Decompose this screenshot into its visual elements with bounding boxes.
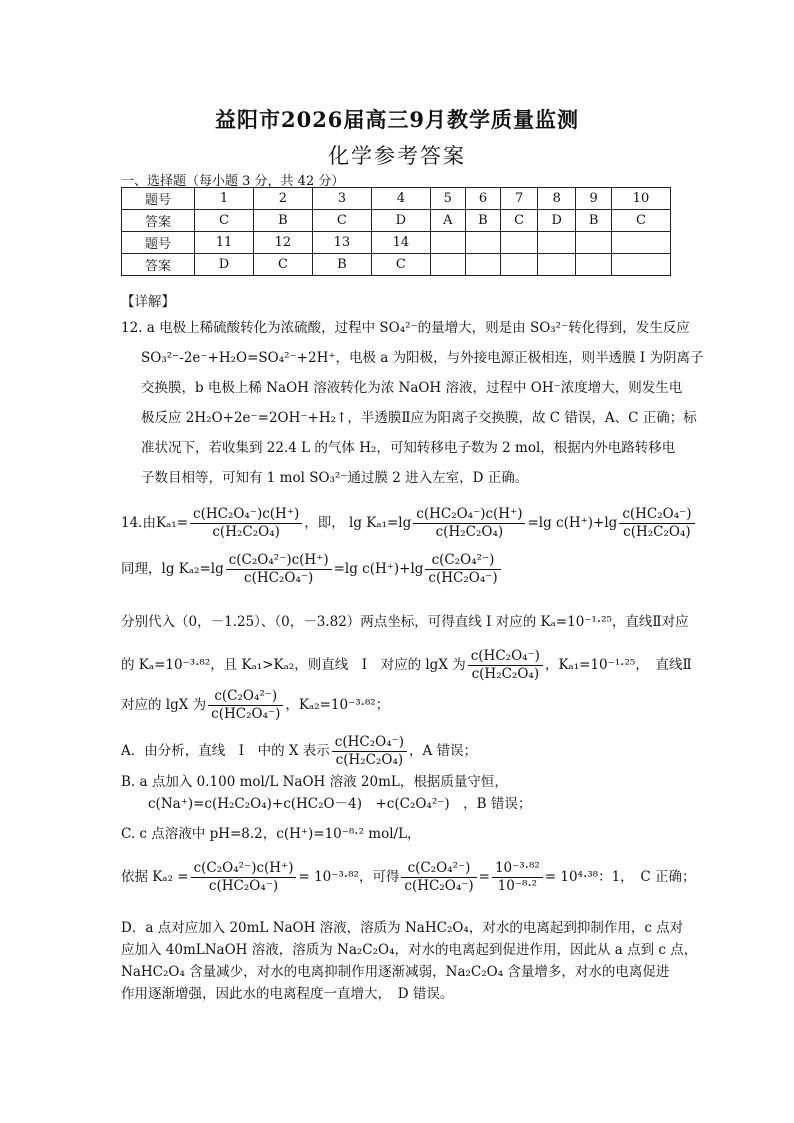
denominator: c(HC₂O₄⁻) <box>208 878 279 894</box>
text: = 10⁴·³⁸：1， C 正确； <box>544 869 696 885</box>
section-heading: 一、选择题（每小题 3 分，共 42 分） <box>121 174 345 189</box>
cell <box>465 232 500 254</box>
cell: C <box>312 210 371 232</box>
cell <box>430 254 465 276</box>
row-label: 题号 <box>122 232 195 254</box>
denominator: c(H₂C₂O₄) <box>335 752 404 768</box>
fraction <box>425 552 500 587</box>
q12-line: SO₃²⁻-2e⁻+H₂O=SO₄²⁻+2H⁺，电极 a 为阳极，与外接电源正极相连，则半透膜 I 为阴离子 <box>141 350 704 366</box>
fraction <box>401 860 476 895</box>
cell <box>465 254 500 276</box>
cell: 8 <box>538 188 576 210</box>
option-a <box>121 734 477 769</box>
fraction <box>468 648 543 683</box>
option-c-line2 <box>121 860 696 895</box>
numerator: c(HC₂O₄⁻) <box>332 734 407 752</box>
cell: D <box>538 210 576 232</box>
formula: lg Kₐ₁=lg <box>349 515 412 531</box>
numerator: c(C₂O₄²⁻) <box>401 860 476 878</box>
numerator: c(C₂O₄²⁻) <box>208 688 283 706</box>
denominator: c(HC₂O₄⁻) <box>428 570 498 586</box>
table-row <box>122 188 671 210</box>
text: ，A 错误； <box>409 743 478 759</box>
text: 依据 Kₐ₂ = <box>121 869 189 885</box>
option-d-line: 应加入 40mLNaOH 溶液，溶质为 Na₂C₂O₄，对水的电离起到促进作用，因此从 a 点到 c 点， <box>121 942 698 958</box>
cell: 14 <box>371 232 430 254</box>
text: ，即， <box>304 515 345 531</box>
q12-line: 12. a 电极上稀硫酸转化为浓硫酸，过程中 SO₄²⁻的量增大，则是由 SO₃²⁻转化得到，发生反应 <box>121 320 690 336</box>
option-c-line1: C. c 点溶液中 pH=8.2，c(H⁺)=10⁻⁸·² mol/L， <box>121 826 421 842</box>
cell: 10 <box>611 188 670 210</box>
cell: B <box>465 210 500 232</box>
numerator: c(C₂O₄²⁻) <box>425 552 500 570</box>
fraction <box>619 506 694 541</box>
denominator: c(H₂C₂O₄) <box>471 666 540 682</box>
fraction <box>332 734 407 769</box>
row-label: 答案 <box>122 210 195 232</box>
cell: B <box>576 210 611 232</box>
option-d-line: NaHC₂O₄ 含量减少，对水的电离抑制作用逐渐减弱，Na₂C₂O₄ 含量增多，对水的电离促进 <box>121 964 670 980</box>
fraction <box>208 688 283 723</box>
formula: Kₐ₁= <box>155 515 189 531</box>
denominator: 10⁻⁸·² <box>497 878 538 894</box>
cell <box>538 232 576 254</box>
formula: =lg c(H⁺)+lg <box>333 561 424 577</box>
cell: 7 <box>501 188 538 210</box>
table-row <box>122 232 671 254</box>
cell <box>430 232 465 254</box>
detail-heading: 【详解】 <box>121 294 175 310</box>
numerator: c(HC₂O₄⁻)c(H⁺) <box>190 506 302 524</box>
numerator: c(C₂O₄²⁻)c(H⁺) <box>226 552 332 570</box>
cell: 13 <box>312 232 371 254</box>
cell: 9 <box>576 188 611 210</box>
q12-line: 交换膜，b 电极上稀 NaOH 溶液转化为浓 NaOH 溶液，过程中 OH⁻浓度增大，则发生电 <box>141 380 683 396</box>
text: A．由分析，直线 I 中的 X 表示 <box>121 743 330 759</box>
numerator: 10⁻³·⁸² <box>492 860 543 878</box>
denominator: c(H₂C₂O₄) <box>435 524 504 540</box>
text: 的 Kₐ=10⁻³·⁸²，且 Kₐ₁>Kₐ₂，则直线 I 对应的 lgX 为 <box>121 657 466 673</box>
cell <box>576 254 611 276</box>
q14-line1 <box>121 506 697 541</box>
denominator: c(H₂C₂O₄) <box>212 524 280 540</box>
denominator: c(H₂C₂O₄) <box>623 524 691 540</box>
cell: 12 <box>253 232 312 254</box>
option-b-line1: B. a 点加入 0.100 mol/L NaOH 溶液 20mL，根据质量守恒， <box>121 774 508 790</box>
q12-line: 极反应 2H₂O+2e⁻=2OH⁻+H₂↑，半透膜Ⅱ应为阳离子交换膜，故 C 错误，A、C 正确；标 <box>141 410 697 426</box>
cell: 6 <box>465 188 500 210</box>
option-d-line: 作用逐渐增强，因此水的电离程度一直增大， D 错误。 <box>121 986 454 1002</box>
text: = 10⁻³·⁸²，可得 <box>298 869 400 885</box>
row-label: 答案 <box>122 254 195 276</box>
cell: B <box>312 254 371 276</box>
answer-table <box>121 187 671 276</box>
q12-line: 准状况下，若收集到 22.4 L 的气体 H₂，可知转移电子数为 2 mol，根据内外电路转移电 <box>141 440 676 456</box>
cell: C <box>253 254 312 276</box>
cell: 3 <box>312 188 371 210</box>
cell: B <box>253 210 312 232</box>
table-row <box>122 210 671 232</box>
page-subtitle: 化学参考答案 <box>328 144 466 168</box>
cell: A <box>430 210 465 232</box>
q14-line4 <box>121 648 692 683</box>
page-title: 益阳市2026届高三9月教学质量监测 <box>214 107 580 132</box>
text: 14.由 <box>121 515 156 531</box>
numerator: c(HC₂O₄⁻) <box>619 506 694 524</box>
fraction <box>413 506 525 541</box>
denominator: c(HC₂O₄⁻) <box>404 878 474 894</box>
fraction <box>191 860 297 895</box>
cell <box>501 232 538 254</box>
cell <box>501 254 538 276</box>
cell: C <box>501 210 538 232</box>
q14-line3: 分别代入（0，－1.25）、（0，－3.82）两点坐标，可得直线 I 对应的 Kₐ=10⁻¹·²⁵，直线Ⅱ对应 <box>121 614 689 630</box>
cell: D <box>195 254 254 276</box>
formula: lg Kₐ₂=lg <box>161 561 224 577</box>
option-b-line2: c(Na⁺)=c(H₂C₂O₄)+c(HC₂O－4) +c(C₂O₄²⁻) ，B 错误； <box>148 796 532 812</box>
cell: 2 <box>253 188 312 210</box>
numerator: c(HC₂O₄⁻) <box>468 648 543 666</box>
cell: C <box>611 210 670 232</box>
q14-line5 <box>121 688 389 723</box>
cell <box>611 254 670 276</box>
numerator: c(HC₂O₄⁻)c(H⁺) <box>413 506 525 524</box>
denominator: c(HC₂O₄⁻) <box>244 570 314 586</box>
q12-line: 子数目相等，可知有 1 mol SO₃²⁻通过膜 2 进入左室，D 正确。 <box>141 470 529 486</box>
cell <box>576 232 611 254</box>
cell: 4 <box>371 188 430 210</box>
q14-line2 <box>121 552 503 587</box>
row-label: 题号 <box>122 188 195 210</box>
cell: 5 <box>430 188 465 210</box>
option-d-line: D．a 点对应加入 20mL NaOH 溶液，溶质为 NaHC₂O₄，对水的电离起到抑制作用，c 点对 <box>121 920 684 936</box>
text: 对应的 lgX 为 <box>121 697 207 713</box>
cell: D <box>371 210 430 232</box>
text: = <box>478 869 490 885</box>
fraction <box>190 506 302 541</box>
cell: 11 <box>195 232 254 254</box>
cell: C <box>371 254 430 276</box>
text: ，Kₐ₁=10⁻¹·²⁵， 直线Ⅱ <box>544 657 692 673</box>
cell: C <box>195 210 254 232</box>
cell <box>538 254 576 276</box>
cell: 1 <box>195 188 254 210</box>
formula: =lg c(H⁺)+lg <box>527 515 618 531</box>
numerator: c(C₂O₄²⁻)c(H⁺) <box>191 860 297 878</box>
fraction <box>492 860 543 895</box>
table-row <box>122 254 671 276</box>
denominator: c(HC₂O₄⁻) <box>211 706 281 722</box>
fraction <box>226 552 332 587</box>
text: ，Kₐ₂=10⁻³·⁸²； <box>285 697 390 713</box>
cell <box>611 232 670 254</box>
text: 同理， <box>121 561 162 577</box>
